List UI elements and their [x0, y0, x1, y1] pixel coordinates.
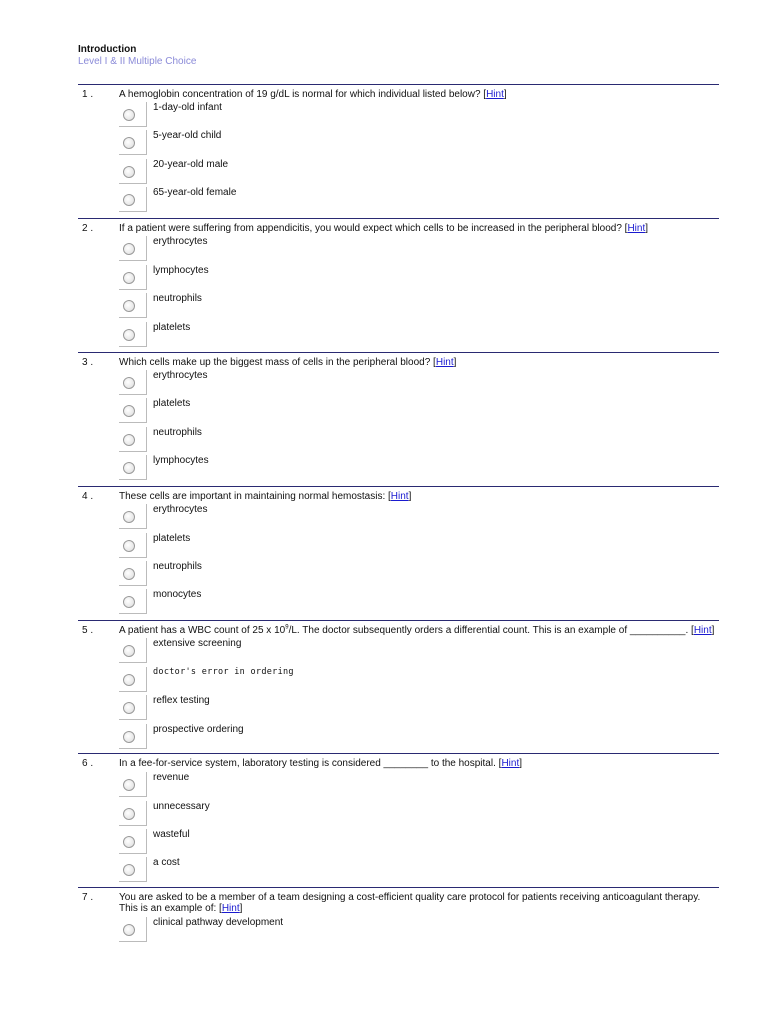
answer-option[interactable]: [119, 159, 679, 185]
radio-button[interactable]: [123, 300, 135, 312]
question-number: 2 .: [82, 223, 94, 234]
answer-option[interactable]: [119, 504, 679, 530]
radio-button[interactable]: [123, 194, 135, 206]
option-label: reflex testing: [153, 695, 210, 706]
option-label: 5-year-old child: [153, 130, 222, 141]
question-text: If a patient were suffering from appendicitis, you would expect which cells to be increased in the peripheral blood? [Hint]: [119, 223, 649, 234]
option-label: neutrophils: [153, 561, 202, 572]
answer-option[interactable]: [119, 667, 679, 693]
answer-option[interactable]: [119, 589, 679, 615]
radio-button[interactable]: [123, 674, 135, 686]
answer-option[interactable]: [119, 857, 679, 883]
radio-button[interactable]: [123, 462, 135, 474]
radio-button[interactable]: [123, 540, 135, 552]
answer-option[interactable]: [119, 455, 679, 481]
hint-link[interactable]: Hint: [486, 89, 504, 100]
option-label: prospective ordering: [153, 724, 244, 735]
answer-option[interactable]: [119, 829, 679, 855]
page-title: Introduction: [78, 44, 137, 55]
question-6: [78, 753, 719, 884]
option-label: doctor's error in ordering: [153, 667, 294, 677]
option-label: extensive screening: [153, 638, 242, 649]
answer-option[interactable]: [119, 187, 679, 213]
option-label: neutrophils: [153, 427, 202, 438]
answer-option[interactable]: [119, 724, 679, 750]
answer-option[interactable]: [119, 427, 679, 453]
radio-button[interactable]: [123, 836, 135, 848]
question-5: [78, 620, 719, 751]
option-label: unnecessary: [153, 801, 210, 812]
hint-link[interactable]: Hint: [693, 625, 712, 636]
option-label: neutrophils: [153, 293, 202, 304]
answer-option[interactable]: [119, 130, 679, 156]
radio-button[interactable]: [123, 568, 135, 580]
radio-button[interactable]: [123, 405, 135, 417]
option-label: erythrocytes: [153, 236, 208, 247]
radio-button[interactable]: [123, 166, 135, 178]
question-text: A hemoglobin concentration of 19 g/dL is normal for which individual listed below? [Hint]: [119, 89, 507, 100]
answer-option[interactable]: [119, 917, 679, 943]
radio-button[interactable]: [123, 137, 135, 149]
radio-button[interactable]: [123, 377, 135, 389]
question-1: [78, 84, 719, 215]
question-7: [78, 887, 719, 948]
option-label: erythrocytes: [153, 504, 208, 515]
question-number: 7 .: [82, 892, 94, 903]
question-number: 6 .: [82, 758, 94, 769]
hint-link[interactable]: Hint: [501, 758, 520, 769]
answer-option[interactable]: [119, 561, 679, 587]
hint-link[interactable]: Hint: [390, 491, 409, 502]
radio-button[interactable]: [123, 434, 135, 446]
radio-button[interactable]: [123, 596, 135, 608]
question-number: 1 .: [82, 89, 94, 100]
answer-option[interactable]: [119, 322, 679, 348]
option-label: 20-year-old male: [153, 159, 229, 170]
answer-option[interactable]: [119, 102, 679, 128]
question-3: [78, 352, 719, 483]
question-number: 4 .: [82, 491, 94, 502]
question-text: In a fee-for-service system, laboratory testing is considered ________ to the hospital. [Hint]: [119, 758, 523, 769]
option-label: erythrocytes: [153, 370, 208, 381]
radio-button[interactable]: [123, 702, 135, 714]
answer-option[interactable]: [119, 265, 679, 291]
question-2: [78, 218, 719, 349]
answer-option[interactable]: [119, 638, 679, 664]
option-label: platelets: [153, 322, 191, 333]
answer-option[interactable]: [119, 801, 679, 827]
question-number: 3 .: [82, 357, 94, 368]
question-text: A patient has a WBC count of 25 x $10^9/L$. The doctor subsequently orders a differential count. This is an example of __________. [Hint]: [119, 624, 715, 636]
option-label: revenue: [153, 772, 190, 783]
answer-option[interactable]: [119, 370, 679, 396]
question-4: [78, 486, 719, 617]
answer-option[interactable]: [119, 398, 679, 424]
page-header: [78, 43, 196, 68]
radio-button[interactable]: [123, 808, 135, 820]
answer-option[interactable]: [119, 236, 679, 262]
question-number: 5 .: [82, 625, 94, 636]
radio-button[interactable]: [123, 329, 135, 341]
option-label: clinical pathway development: [153, 917, 284, 928]
hint-link[interactable]: Hint: [435, 357, 454, 368]
answer-option[interactable]: [119, 533, 679, 559]
question-text: Which cells make up the biggest mass of cells in the peripheral blood? [Hint]: [119, 357, 457, 368]
radio-button[interactable]: [123, 924, 135, 936]
radio-button[interactable]: [123, 511, 135, 523]
hint-link[interactable]: Hint: [627, 223, 646, 234]
radio-button[interactable]: [123, 645, 135, 657]
question-text: These cells are important in maintaining normal hemostasis: [Hint]: [119, 491, 412, 502]
answer-option[interactable]: [119, 293, 679, 319]
answer-option[interactable]: [119, 772, 679, 798]
hint-link[interactable]: Hint: [221, 903, 240, 914]
radio-button[interactable]: [123, 109, 135, 121]
option-label: monocytes: [153, 589, 202, 600]
option-label: wasteful: [153, 829, 190, 840]
answer-option[interactable]: [119, 695, 679, 721]
radio-button[interactable]: [123, 779, 135, 791]
radio-button[interactable]: [123, 272, 135, 284]
option-label: platelets: [153, 533, 191, 544]
radio-button[interactable]: [123, 731, 135, 743]
radio-button[interactable]: [123, 243, 135, 255]
option-label: a cost: [153, 857, 180, 868]
option-label: 65-year-old female: [153, 187, 237, 198]
option-label: lymphocytes: [153, 455, 209, 466]
page-subtitle: Level I & II Multiple Choice: [78, 56, 197, 67]
question-text: You are asked to be a member of a team designing a cost-efficient quality care protocol for patients receiving anticoagulant therapy. This is an example of: [Hint]: [119, 892, 701, 914]
option-label: 1-day-old infant: [153, 102, 222, 113]
option-label: platelets: [153, 398, 191, 409]
option-label: lymphocytes: [153, 265, 209, 276]
radio-button[interactable]: [123, 864, 135, 876]
